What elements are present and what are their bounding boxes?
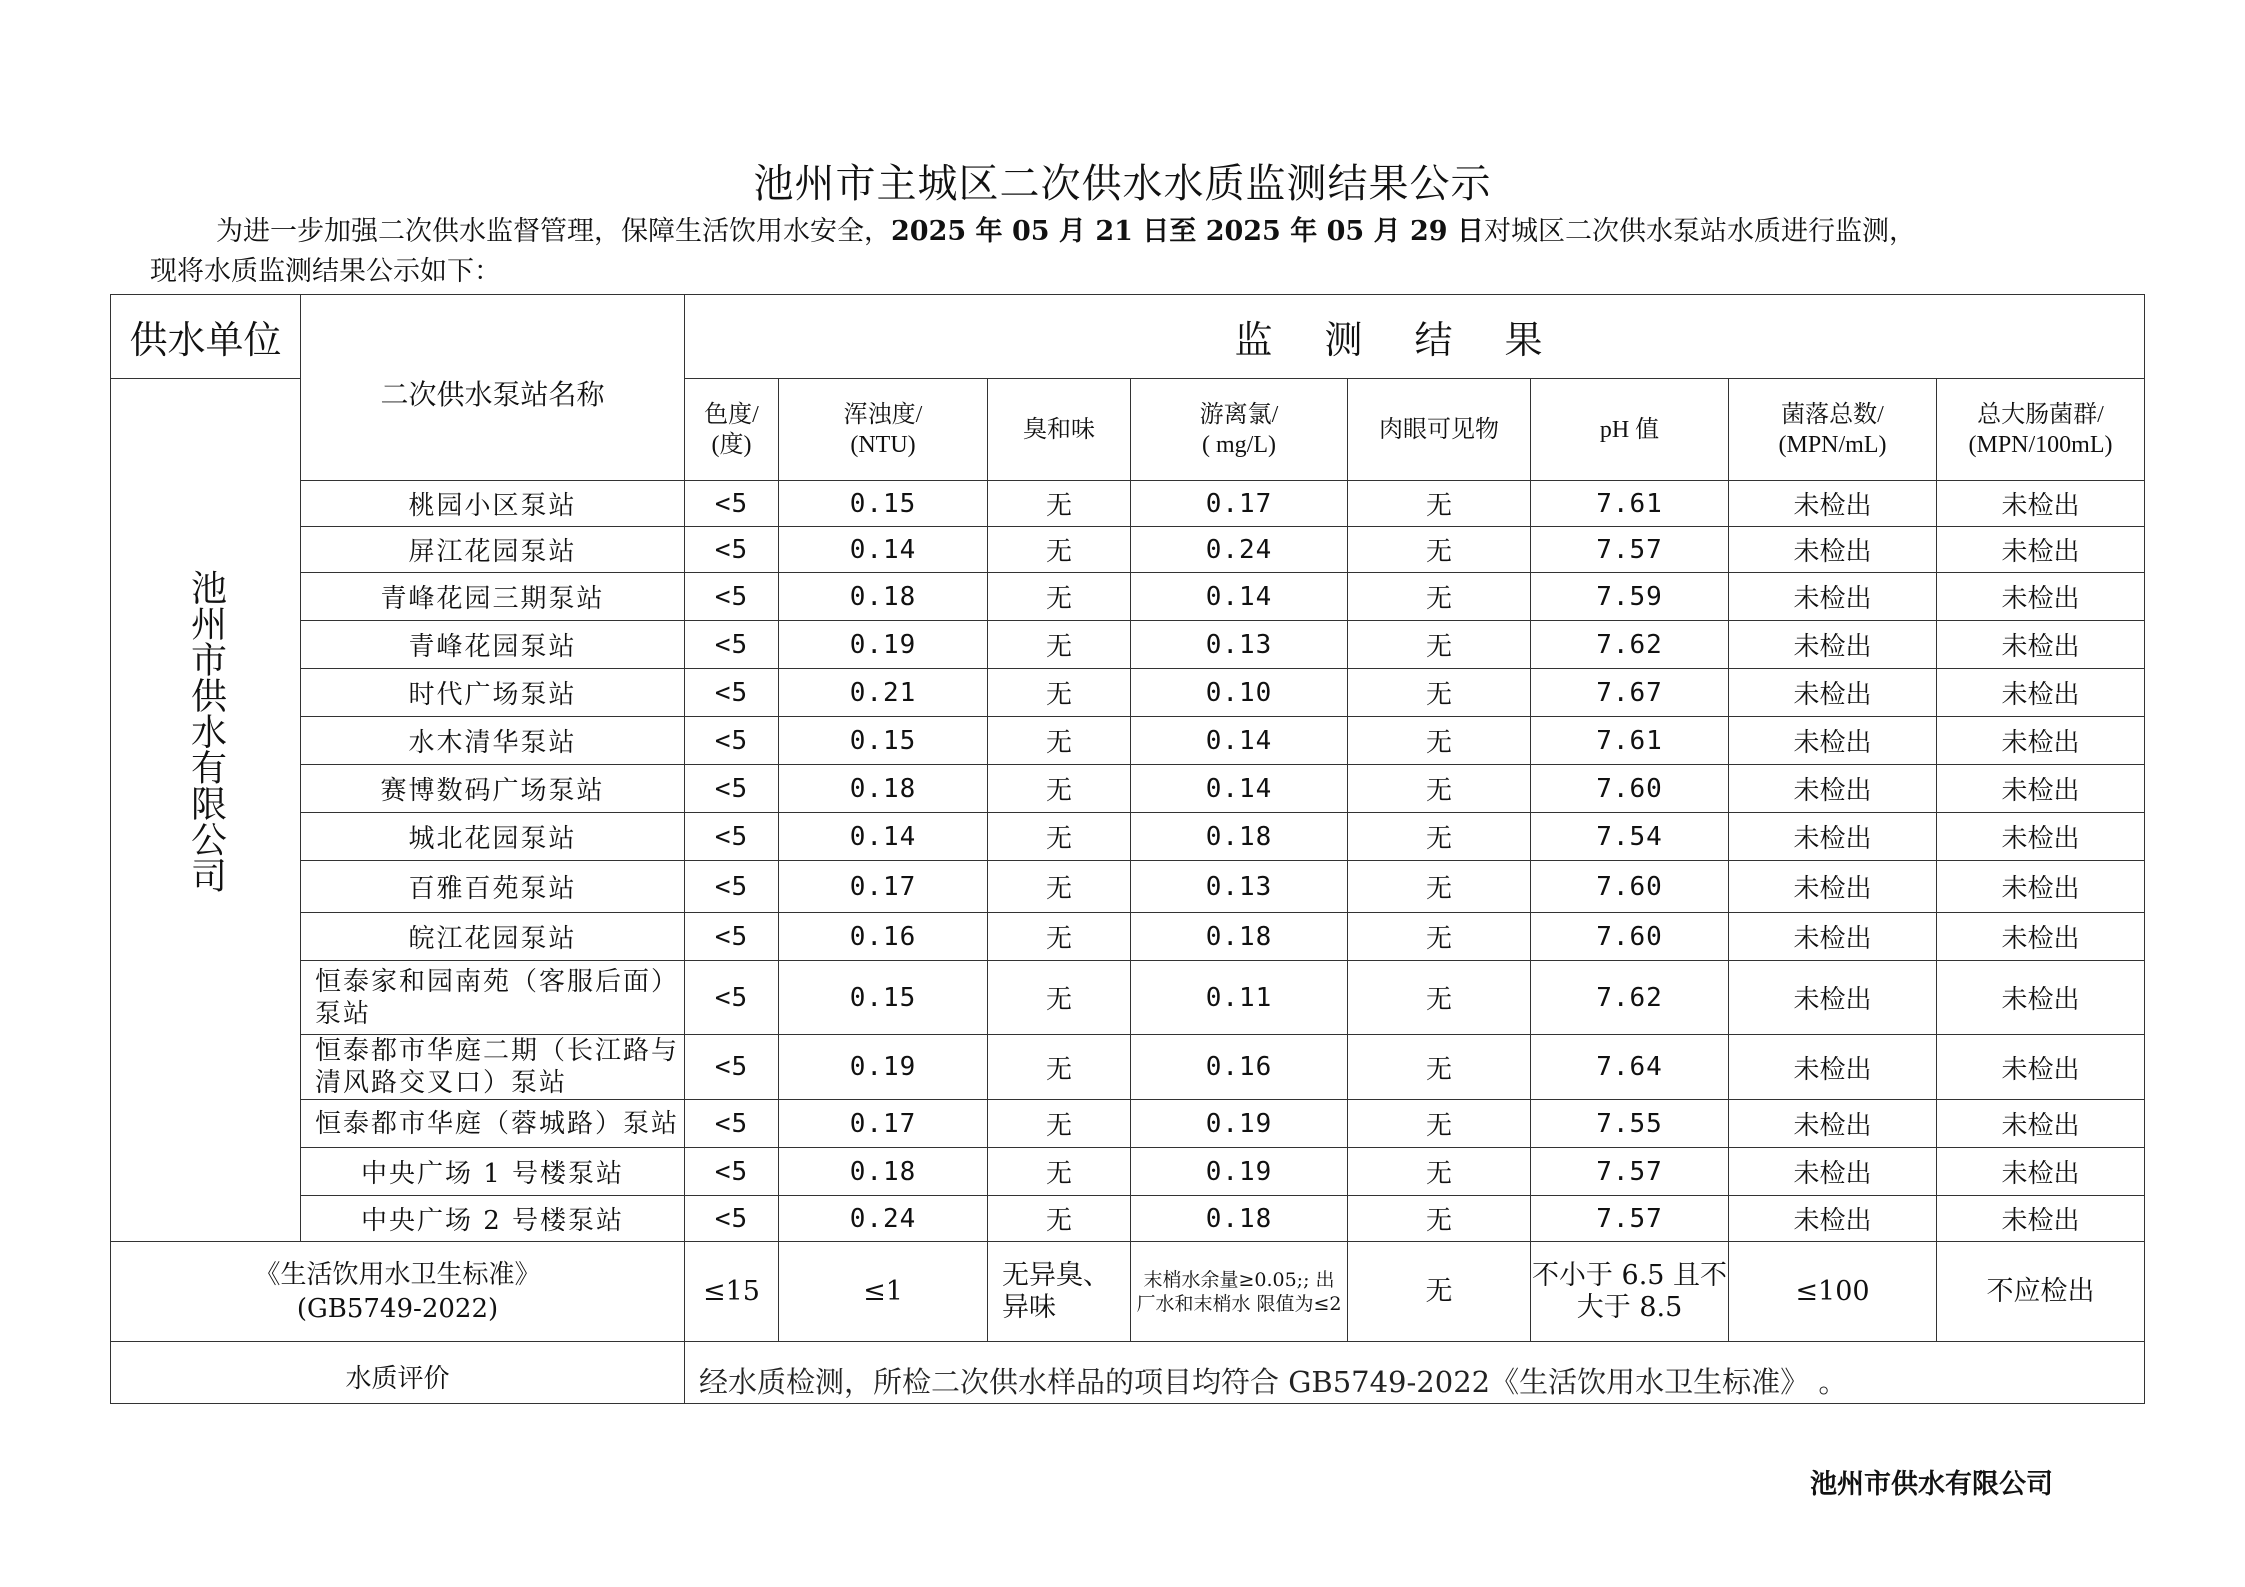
param-header — [1937, 379, 2145, 481]
ph-cell: 7.61 — [1531, 717, 1729, 765]
ph-cell: 7.60 — [1531, 765, 1729, 813]
coliform-cell: 未检出 — [1937, 669, 2145, 717]
station-name-cell: 桃园小区泵站 — [301, 481, 685, 527]
ph-cell: 7.57 — [1531, 1148, 1729, 1196]
station-name-cell: 恒泰家和园南苑（客服后面）泵站 — [301, 961, 685, 1035]
chlorine-cell: 0.24 — [1131, 527, 1348, 573]
visible-cell: 无 — [1348, 1035, 1531, 1100]
colony-cell: 未检出 — [1729, 913, 1937, 961]
turbidity-cell: 0.15 — [779, 481, 988, 527]
colony-cell: 未检出 — [1729, 1100, 1937, 1148]
coliform-cell: 未检出 — [1937, 573, 2145, 621]
visible-cell: 无 — [1348, 481, 1531, 527]
odor-cell: 无 — [988, 1100, 1131, 1148]
ph-cell: 7.62 — [1531, 961, 1729, 1035]
chlorine-cell: 0.18 — [1131, 1196, 1348, 1242]
chlorine-cell: 0.19 — [1131, 1148, 1348, 1196]
intro-part1: 为进一步加强二次供水监督管理，保障生活饮用水安全， — [216, 216, 891, 247]
visible-cell: 无 — [1348, 1148, 1531, 1196]
ph-cell: 7.60 — [1531, 861, 1729, 913]
standard-color-cell: ≤15 — [685, 1242, 779, 1342]
odor-cell: 无 — [988, 1196, 1131, 1242]
coliform-cell: 未检出 — [1937, 813, 2145, 861]
ph-cell: 7.64 — [1531, 1035, 1729, 1100]
param-header-line1: 浑浊度/ — [843, 401, 923, 428]
ph-cell: 7.59 — [1531, 573, 1729, 621]
param-header — [1531, 379, 1729, 481]
chlorine-cell: 0.13 — [1131, 861, 1348, 913]
param-header-line2: (MPN/100mL) — [1968, 431, 2113, 458]
colony-cell: 未检出 — [1729, 669, 1937, 717]
station-name-cell: 中央广场 2 号楼泵站 — [301, 1196, 685, 1242]
colony-cell: 未检出 — [1729, 481, 1937, 527]
table-row — [111, 961, 2145, 1035]
standard-odor-cell: 无异臭、异味 — [988, 1242, 1131, 1342]
visible-cell: 无 — [1348, 1100, 1531, 1148]
standard-visible-cell: 无 — [1348, 1242, 1531, 1342]
param-header — [1348, 379, 1531, 481]
ph-cell: 7.61 — [1531, 481, 1729, 527]
chlorine-cell: 0.14 — [1131, 765, 1348, 813]
odor-cell: 无 — [988, 621, 1131, 669]
turbidity-cell: 0.17 — [779, 861, 988, 913]
station-name-cell: 时代广场泵站 — [301, 669, 685, 717]
param-header-line1: 游离氯/ — [1199, 401, 1279, 428]
color-cell: <5 — [685, 913, 779, 961]
turbidity-cell: 0.21 — [779, 669, 988, 717]
visible-cell: 无 — [1348, 717, 1531, 765]
odor-cell: 无 — [988, 961, 1131, 1035]
odor-cell: 无 — [988, 527, 1131, 573]
visible-cell: 无 — [1348, 813, 1531, 861]
param-header — [988, 379, 1131, 481]
chlorine-cell: 0.11 — [1131, 961, 1348, 1035]
param-header-line1: 肉眼可见物 — [1379, 416, 1499, 443]
table-row — [111, 669, 2145, 717]
turbidity-cell: 0.15 — [779, 961, 988, 1035]
odor-cell: 无 — [988, 861, 1131, 913]
colony-cell: 未检出 — [1729, 1148, 1937, 1196]
station-name-cell: 恒泰都市华庭（蓉城路）泵站 — [301, 1100, 685, 1148]
odor-cell: 无 — [988, 913, 1131, 961]
param-header — [1729, 379, 1937, 481]
intro-part2: 对城区二次供水泵站水质进行监测， — [1484, 216, 1916, 247]
param-header — [1131, 379, 1348, 481]
ph-cell: 7.57 — [1531, 527, 1729, 573]
evaluation-label: 水质评价 — [111, 1342, 685, 1404]
turbidity-cell: 0.24 — [779, 1196, 988, 1242]
station-name-cell: 皖江花园泵站 — [301, 913, 685, 961]
colony-cell: 未检出 — [1729, 1196, 1937, 1242]
station-name-cell: 恒泰都市华庭二期（长江路与清风路交叉口）泵站 — [301, 1035, 685, 1100]
evaluation-row — [111, 1342, 2145, 1404]
table-row — [111, 913, 2145, 961]
param-header-line2: (NTU) — [850, 431, 916, 458]
coliform-cell: 未检出 — [1937, 1148, 2145, 1196]
table-row — [111, 1148, 2145, 1196]
visible-cell: 无 — [1348, 621, 1531, 669]
param-header-line1: 色度/ — [704, 401, 759, 428]
color-cell: <5 — [685, 1148, 779, 1196]
odor-cell: 无 — [988, 765, 1131, 813]
table-row — [111, 527, 2145, 573]
ph-cell: 7.67 — [1531, 669, 1729, 717]
chlorine-cell: 0.14 — [1131, 717, 1348, 765]
ph-cell: 7.57 — [1531, 1196, 1729, 1242]
param-header — [685, 379, 779, 481]
chlorine-cell: 0.17 — [1131, 481, 1348, 527]
standard-label-line1: 《生活饮用水卫生标准》 — [254, 1259, 541, 1290]
colony-cell: 未检出 — [1729, 621, 1937, 669]
chlorine-cell: 0.16 — [1131, 1035, 1348, 1100]
chlorine-cell: 0.14 — [1131, 573, 1348, 621]
page-title: 池州市主城区二次供水水质监测结果公示 — [753, 161, 1492, 207]
table-row — [111, 813, 2145, 861]
param-header-line2: (度) — [711, 431, 752, 458]
color-cell: <5 — [685, 1196, 779, 1242]
color-cell: <5 — [685, 961, 779, 1035]
param-header-line2: ( mg/L) — [1202, 431, 1276, 458]
colony-cell: 未检出 — [1729, 813, 1937, 861]
table-row — [111, 621, 2145, 669]
evaluation-text: 经水质检测，所检二次供水样品的项目均符合 GB5749-2022《生活饮用水卫生标准》 。 — [685, 1342, 2145, 1404]
coliform-cell: 未检出 — [1937, 717, 2145, 765]
station-name-cell: 百雅百苑泵站 — [301, 861, 685, 913]
intro-paragraph — [150, 212, 2100, 292]
colony-cell: 未检出 — [1729, 861, 1937, 913]
visible-cell: 无 — [1348, 1196, 1531, 1242]
turbidity-cell: 0.18 — [779, 765, 988, 813]
table-row — [111, 1035, 2145, 1100]
standard-colony-cell: ≤100 — [1729, 1242, 1937, 1342]
colony-cell: 未检出 — [1729, 961, 1937, 1035]
table-row — [111, 765, 2145, 813]
param-header-line1: 臭和味 — [1023, 416, 1095, 443]
coliform-cell: 未检出 — [1937, 913, 2145, 961]
station-name-cell: 屏江花园泵站 — [301, 527, 685, 573]
odor-cell: 无 — [988, 717, 1131, 765]
turbidity-cell: 0.16 — [779, 913, 988, 961]
coliform-cell: 未检出 — [1937, 1100, 2145, 1148]
visible-cell: 无 — [1348, 527, 1531, 573]
color-cell: <5 — [685, 1035, 779, 1100]
header-monitoring-results: 监测结果 — [685, 295, 2145, 379]
param-header-line2: (MPN/mL) — [1778, 431, 1887, 458]
color-cell: <5 — [685, 527, 779, 573]
header-supply-unit: 供水单位 — [111, 295, 301, 379]
standard-chlorine-cell: 末梢水余量≥0.05;; 出 厂水和末梢水 限值为≤2 — [1131, 1242, 1348, 1342]
visible-cell: 无 — [1348, 961, 1531, 1035]
turbidity-cell: 0.18 — [779, 573, 988, 621]
color-cell: <5 — [685, 717, 779, 765]
odor-cell: 无 — [988, 573, 1131, 621]
colony-cell: 未检出 — [1729, 573, 1937, 621]
table-row — [111, 573, 2145, 621]
odor-cell: 无 — [988, 481, 1131, 527]
coliform-cell: 未检出 — [1937, 861, 2145, 913]
ph-cell: 7.54 — [1531, 813, 1729, 861]
param-header-line1: 菌落总数/ — [1781, 401, 1884, 428]
results-table — [110, 294, 2145, 1404]
station-name-cell: 赛博数码广场泵站 — [301, 765, 685, 813]
ph-cell: 7.60 — [1531, 913, 1729, 961]
colony-cell: 未检出 — [1729, 765, 1937, 813]
odor-cell: 无 — [988, 669, 1131, 717]
turbidity-cell: 0.19 — [779, 1035, 988, 1100]
company-cell — [111, 379, 301, 1242]
station-name-cell: 水木清华泵站 — [301, 717, 685, 765]
color-cell: <5 — [685, 1100, 779, 1148]
chlorine-cell: 0.18 — [1131, 913, 1348, 961]
color-cell: <5 — [685, 573, 779, 621]
coliform-cell: 未检出 — [1937, 527, 2145, 573]
turbidity-cell: 0.14 — [779, 527, 988, 573]
footer-company: 池州市供水有限公司 — [1810, 1469, 2053, 1500]
chlorine-cell: 0.18 — [1131, 813, 1348, 861]
turbidity-cell: 0.19 — [779, 621, 988, 669]
standard-label — [111, 1242, 685, 1342]
color-cell: <5 — [685, 861, 779, 913]
company-name-vertical: 池州市供水有限公司 — [185, 569, 227, 893]
table-row — [111, 481, 2145, 527]
ph-cell: 7.62 — [1531, 621, 1729, 669]
standard-label-line2: (GB5749-2022) — [296, 1293, 499, 1324]
colony-cell: 未检出 — [1729, 527, 1937, 573]
color-cell: <5 — [685, 669, 779, 717]
station-name-cell: 中央广场 1 号楼泵站 — [301, 1148, 685, 1196]
table-row — [111, 717, 2145, 765]
colony-cell: 未检出 — [1729, 717, 1937, 765]
color-cell: <5 — [685, 621, 779, 669]
turbidity-cell: 0.17 — [779, 1100, 988, 1148]
ph-cell: 7.55 — [1531, 1100, 1729, 1148]
color-cell: <5 — [685, 765, 779, 813]
table-row — [111, 861, 2145, 913]
standard-coliform-cell: 不应检出 — [1937, 1242, 2145, 1342]
odor-cell: 无 — [988, 1035, 1131, 1100]
coliform-cell: 未检出 — [1937, 765, 2145, 813]
color-cell: <5 — [685, 813, 779, 861]
standard-row — [111, 1242, 2145, 1342]
turbidity-cell: 0.18 — [779, 1148, 988, 1196]
coliform-cell: 未检出 — [1937, 961, 2145, 1035]
turbidity-cell: 0.14 — [779, 813, 988, 861]
odor-cell: 无 — [988, 1148, 1131, 1196]
param-header-line1: pH 值 — [1599, 416, 1660, 443]
station-name-cell: 青峰花园泵站 — [301, 621, 685, 669]
intro-date-range: 2025 年 05 月 21 日至 2025 年 05 月 29 日 — [891, 216, 1484, 247]
visible-cell: 无 — [1348, 765, 1531, 813]
param-header — [779, 379, 988, 481]
table-row — [111, 1100, 2145, 1148]
colony-cell: 未检出 — [1729, 1035, 1937, 1100]
intro-line2: 现将水质监测结果公示如下： — [150, 256, 501, 287]
coliform-cell: 未检出 — [1937, 1196, 2145, 1242]
coliform-cell: 未检出 — [1937, 621, 2145, 669]
turbidity-cell: 0.15 — [779, 717, 988, 765]
standard-ph-cell: 不小于 6.5 且不大于 8.5 — [1531, 1242, 1729, 1342]
chlorine-cell: 0.19 — [1131, 1100, 1348, 1148]
odor-cell: 无 — [988, 813, 1131, 861]
visible-cell: 无 — [1348, 861, 1531, 913]
chlorine-cell: 0.10 — [1131, 669, 1348, 717]
header-station-name: 二次供水泵站名称 — [301, 295, 685, 481]
color-cell: <5 — [685, 481, 779, 527]
table-row — [111, 1196, 2145, 1242]
station-name-cell: 青峰花园三期泵站 — [301, 573, 685, 621]
coliform-cell: 未检出 — [1937, 1035, 2145, 1100]
coliform-cell: 未检出 — [1937, 481, 2145, 527]
station-name-cell: 城北花园泵站 — [301, 813, 685, 861]
standard-turbidity-cell: ≤1 — [779, 1242, 988, 1342]
visible-cell: 无 — [1348, 669, 1531, 717]
chlorine-cell: 0.13 — [1131, 621, 1348, 669]
visible-cell: 无 — [1348, 913, 1531, 961]
visible-cell: 无 — [1348, 573, 1531, 621]
param-header-line1: 总大肠菌群/ — [1977, 401, 2104, 428]
